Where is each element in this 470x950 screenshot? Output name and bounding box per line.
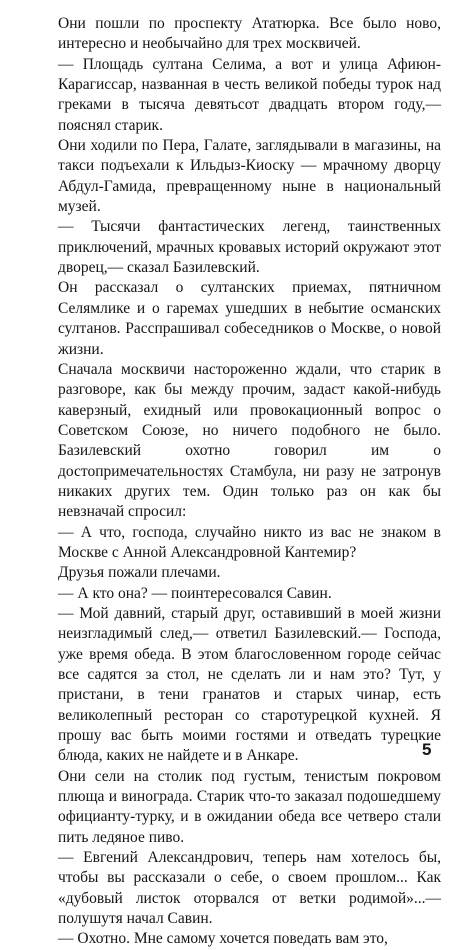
paragraph: — Охотно. Мне самому хочется поведать вам это, bbox=[58, 930, 388, 948]
page-number: 5 bbox=[422, 740, 432, 759]
paragraph: — Площадь султана Селима, а вот и улица Афиюн-Карагиссар, названная в честь великой победы турок над греками в тысяча девятьсот двадцать втором году,— пояснял старик. bbox=[58, 55, 441, 134]
paragraph: Он рассказал о султанских приемах, пятничном Селямлике и о гаремах ушедших в небытие османских султанов. Расспрашивал собеседников о Москве, о новой жизни. bbox=[58, 279, 441, 358]
paragraph: — А что, господа, случайно никто из вас не знаком в Москве с Анной Александровной Кантемир? bbox=[58, 523, 441, 561]
paragraph: Сначала москвичи настороженно ждали, что старик в разговоре, как бы между прочим, задаст какой-нибудь каверзный, ехидный или провокационный вопрос о Советском Союзе, но ничего подобного не было. Базилевский охотно говорил им о достопримечательностях Стамбула, ни разу не затронув никаких других тем. Один только раз он как бы невзначай спросил: bbox=[58, 360, 441, 521]
paragraph: Они пошли по проспекту Ататюрка. Все было ново, интересно и необычайно для трех москвичей. bbox=[58, 15, 441, 53]
paragraph: Они ходили по Пера, Галате, заглядывали в магазины, на такси подъехали к Ильдыз-Киоску — мрачному дворцу Абдул-Гамида, превращенному ныне в национальный музей. bbox=[58, 137, 441, 216]
paragraph: — А кто она? — поинтересовался Савин. bbox=[58, 584, 332, 602]
paragraph: Они сели на столик под густым, тенистым покровом плюща и винограда. Старик что-то заказал подошедшему официанту-турку, и в ожидании обеда все четверо стали пить ледяное пиво. bbox=[58, 767, 441, 846]
paragraph: — Евгений Александрович, теперь нам хотелось бы, чтобы вы рассказали о себе, о своем прошлом... Как «дубовый листок оторвался от ветки родимой»...— полушутя начал Савин. bbox=[58, 849, 441, 928]
body-text bbox=[58, 14, 441, 950]
paragraph: Друзья пожали плечами. bbox=[58, 564, 221, 582]
paragraph: — Тысячи фантастических легенд, таинственных приключений, мрачных кровавых историй окружают этот дворец,— сказал Базилевский. bbox=[58, 218, 441, 277]
paragraph: — Мой давний, старый друг, оставивший в моей жизни неизгладимый след,— ответил Базилевский.— Господа, уже время обеда. В этом благословенном городе сейчас все садятся за стол, не сделать ли и нам это? Тут, у пристани, в тени гранатов и старых чинар, есть великолепный ресторан со старотурецкой кухней. Я прошу вас быть моими гостями и отведать турецкие блюда, каких не найдете и в Анкаре. bbox=[58, 604, 441, 765]
